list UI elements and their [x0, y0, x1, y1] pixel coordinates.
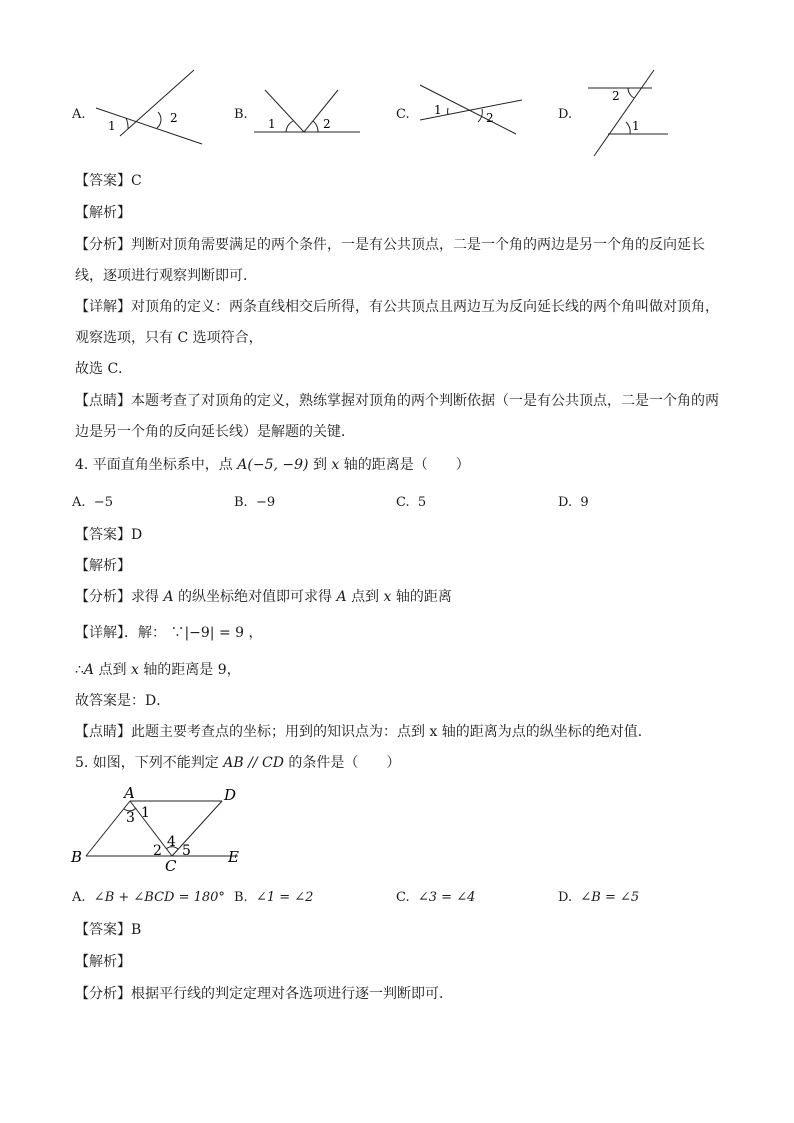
q4-stem-middle: 到: [312, 457, 327, 473]
q5-label-C: C: [165, 857, 177, 872]
q5-label-D: D: [224, 786, 237, 804]
q3-b-angle1: 1: [268, 117, 276, 131]
q4-dianjing: 【点睛】此题主要考查点的坐标；用到的知识点为：点到 x 轴的距离为点的纵坐标的绝对值．: [75, 724, 652, 740]
q4-fenxi-b: 的纵坐标绝对值即可求得: [178, 589, 333, 605]
q5-stem-suffix: 的条件是（ ）: [288, 755, 401, 771]
q4-option-d-label: D.: [558, 495, 573, 510]
q5-option-b[interactable]: [234, 889, 313, 907]
q4-fenxi-var2: A: [336, 589, 347, 605]
q3-analysis-title: 【解析】: [75, 205, 131, 221]
q4-option-c-value: 5: [417, 495, 427, 510]
q4-point: A(−5, −9): [237, 457, 309, 473]
q5-option-d-label: D.: [558, 890, 573, 905]
q4-stem-suffix: 轴的距离是（ ）: [343, 457, 470, 473]
q3-xiangjie-line1: 【详解】对顶角的定义：两条直线相交后所得，有公共顶点且两边互为反向延长线的两个角叫做对顶角，: [75, 299, 719, 315]
q4-therefore-b: 点到: [98, 662, 127, 678]
q4-fenxi-var1: A: [163, 589, 174, 605]
q3-d-angle2: 2: [612, 89, 620, 103]
q5-label-A: A: [124, 784, 135, 802]
q5-option-b-label: B.: [234, 890, 248, 905]
q3-option-d-figure: [582, 64, 682, 160]
q3-d-angle1: 1: [632, 119, 640, 133]
q4-option-c[interactable]: [396, 494, 426, 512]
q5-option-a-label: A.: [72, 890, 86, 905]
q3-a-angle1: 1: [108, 119, 116, 133]
q3-option-b-label: B.: [234, 107, 248, 122]
q5-option-c[interactable]: [396, 889, 475, 907]
q5-stem: [75, 753, 400, 773]
q4-conclusion: 故答案是：D．: [75, 693, 171, 709]
q4-option-b[interactable]: [234, 494, 275, 512]
q3-option-b-figure: [250, 60, 365, 150]
q3-answer: 【答案】C: [75, 173, 142, 189]
q3-option-c-figure: [412, 60, 527, 150]
q3-xiangjie-line3: 故选 C．: [75, 361, 133, 377]
q4-therefore-var2: x: [130, 662, 139, 678]
q4-option-d-value: 9: [580, 495, 589, 510]
q5-figure: [66, 782, 256, 872]
q4-fenxi-a: 【分析】求得: [75, 589, 159, 605]
q3-option-a-figure: [90, 60, 210, 150]
q3-fenxi-line2: 线，逐项进行观察判断即可．: [75, 268, 257, 284]
q4-axis-var: x: [331, 457, 340, 473]
q4-option-b-value: −9: [255, 495, 276, 510]
q3-option-a-label: A.: [72, 107, 86, 122]
q5-option-b-value: ∠1 = ∠2: [255, 890, 314, 905]
q4-fenxi-d: 轴的距离: [395, 589, 452, 605]
q4-therefore-symbol: ∴: [75, 662, 84, 678]
q3-c-angle1: 1: [434, 103, 442, 117]
q3-fenxi-line1: 【分析】判断对顶角需要满足的两个条件，一是有公共顶点，二是一个角的两边是另一个角的反向延长: [75, 237, 705, 253]
q4-analysis-title: 【解析】: [75, 558, 131, 574]
q5-option-c-value: ∠3 = ∠4: [417, 890, 476, 905]
q3-option-d-label: D.: [558, 107, 573, 122]
q3-dianjing-line1: 【点睛】本题考查了对顶角的定义，熟练掌握对顶角的两个判断依据（一是有公共顶点，二是一个角的两: [75, 393, 719, 409]
q3-c-angle2: 2: [486, 111, 494, 125]
q4-fenxi: [75, 587, 452, 607]
q4-xiangjie-suffix: ，: [248, 625, 263, 641]
q4-option-a-label: A.: [72, 495, 86, 510]
q3-option-c-label: C.: [396, 107, 410, 122]
q4-option-c-label: C.: [396, 495, 410, 510]
q5-options: [0, 889, 794, 909]
q3-options-figures: [0, 60, 794, 160]
q5-angle-4: 4: [167, 834, 176, 850]
q5-option-d-value: ∠B = ∠5: [580, 890, 640, 905]
q3-xiangjie-line2: 观察选项，只有 C 选项符合，: [75, 330, 263, 346]
q4-option-a-value: −5: [93, 495, 113, 510]
q4-option-d[interactable]: [558, 494, 589, 512]
q4-xiangjie-prefix: 【详解】．解：: [75, 625, 166, 641]
q4-option-a[interactable]: [72, 494, 113, 512]
q4-therefore-var: A: [83, 662, 95, 678]
q4-stem: [75, 455, 470, 475]
q5-angle-5: 5: [182, 843, 191, 859]
q5-option-d[interactable]: [558, 889, 639, 907]
q5-label-B: B: [71, 848, 83, 866]
q3-a-angle2: 2: [170, 111, 178, 125]
q5-label-E: E: [228, 848, 239, 866]
q4-therefore-c: 轴的距离是 9，: [143, 662, 241, 678]
q4-xiangjie-math: ∵|−9| = 9: [170, 625, 245, 641]
q4-option-b-label: B.: [234, 495, 248, 510]
q3-b-angle2: 2: [323, 117, 331, 131]
q5-option-c-label: C.: [396, 890, 410, 905]
q5-stem-math: AB // CD: [223, 755, 284, 771]
q5-angle-3: 3: [126, 810, 135, 826]
q5-option-a[interactable]: [72, 889, 225, 907]
q5-fenxi: 【分析】根据平行线的判定定理对各选项进行逐一判断即可．: [75, 986, 453, 1002]
q5-answer: 【答案】B: [75, 922, 142, 938]
q5-analysis-title: 【解析】: [75, 954, 131, 970]
q4-fenxi-var3: x: [383, 589, 392, 605]
q4-options: [0, 494, 794, 514]
q4-xiangjie: [75, 623, 263, 643]
q5-stem-prefix: 5. 如图，下列不能判定: [75, 755, 219, 771]
q4-fenxi-c: 点到: [351, 589, 380, 605]
q4-answer: 【答案】D: [75, 527, 143, 543]
q5-option-a-value: ∠B + ∠BCD = 180°: [93, 890, 225, 905]
q4-therefore: [75, 660, 241, 680]
q5-angle-1: 1: [141, 805, 150, 821]
q4-stem-prefix: 4. 平面直角坐标系中，点: [75, 457, 233, 473]
q3-dianjing-line2: 边是另一个角的反向延长线）是解题的关键．: [75, 424, 355, 440]
q5-angle-2: 2: [153, 843, 162, 859]
